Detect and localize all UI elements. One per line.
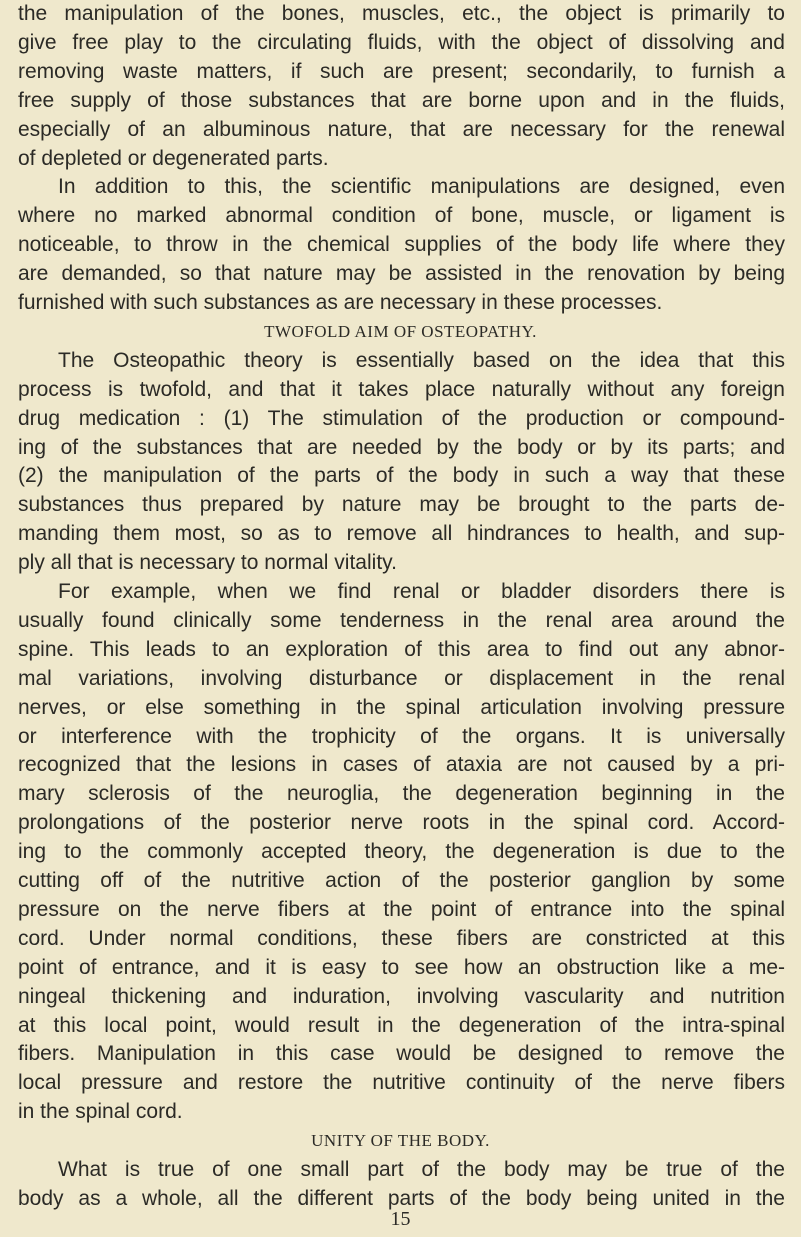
- text-line: fibers. Manipulation in this case would be designed to remove the: [18, 1042, 785, 1066]
- text-line: give free play to the circulating fluids, with the object of dissolving and: [18, 30, 785, 54]
- text-line: point of entrance, and it is easy to see how an obstruction like a me-: [18, 955, 785, 979]
- text-line: local pressure and restore the nutritive continuity of the nerve fibers: [18, 1071, 785, 1095]
- page-number: 15: [390, 1208, 411, 1230]
- text-line: For example, when we find renal or bladder disorders there is: [58, 580, 785, 603]
- text-line: usually found clinically some tenderness in the renal area around the: [18, 608, 785, 632]
- text-line: substances thus prepared by nature may be brought to the parts de-: [18, 493, 785, 517]
- text-line: especially of an albuminous nature, that are necessary for the renewal: [18, 117, 785, 141]
- text-line: cutting off of the nutritive action of the posterior ganglion by some: [18, 869, 785, 892]
- text-line: ing to the commonly accepted theory, the degeneration is due to the: [18, 840, 785, 864]
- text-line: process is twofold, and that it takes place naturally without any foreign: [18, 377, 785, 401]
- text-line: noticeable, to throw in the chemical supplies of the body life where they: [18, 233, 785, 257]
- text-line: What is true of one small part of the body may be true of the: [58, 1158, 785, 1181]
- text-line: In addition to this, the scientific manipulations are designed, even: [58, 175, 785, 199]
- text-line: where no marked abnormal condition of bone, muscle, or ligament is: [18, 204, 785, 228]
- text-line: are demanded, so that nature may be assisted in the renovation by being: [18, 262, 785, 286]
- text-line: ningeal thickening and induration, involving vascularity and nutrition: [18, 984, 785, 1008]
- text-line: ing of the substances that are needed by the body or by its parts; and: [18, 435, 785, 459]
- text-line: spine. This leads to an exploration of this area to find out any abnor-: [18, 637, 785, 661]
- text-line: the manipulation of the bones, muscles, etc., the object is primarily to: [18, 2, 785, 25]
- text-line: cord. Under normal conditions, these fibers are constricted at this: [18, 926, 785, 950]
- text-line: nerves, or else something in the spinal articulation involving pressure: [18, 695, 785, 719]
- text-line: at this local point, would result in the degeneration of the intra-spinal: [18, 1013, 785, 1037]
- text-line: pressure on the nerve fibers at the point of entrance into the spinal: [18, 897, 785, 921]
- text-line: free supply of those substances that are borne upon and in the fluids,: [18, 88, 785, 112]
- text-line: in the spinal cord.: [18, 1100, 183, 1124]
- text-line: (2) the manipulation of the parts of the body in such a way that these: [18, 464, 785, 488]
- text-line: removing waste matters, if such are present; secondarily, to furnish a: [18, 59, 785, 83]
- text-line: manding them most, so as to remove all hindrances to health, and sup-: [18, 522, 785, 546]
- section-heading: TWOFOLD AIM OF OSTEOPATHY.: [264, 321, 537, 341]
- text-line: drug medication : (1) The stimulation of the production or compound-: [18, 406, 785, 430]
- text-line: prolongations of the posterior nerve roots in the spinal cord. Accord-: [18, 811, 785, 835]
- text-line: ply all that is necessary to normal vitality.: [18, 551, 397, 575]
- text-line: furnished with such substances as are necessary in these processes.: [18, 291, 663, 314]
- text-line: of depleted or degenerated parts.: [18, 146, 329, 170]
- text-line: body as a whole, all the different parts of the body being united in the: [18, 1186, 785, 1210]
- text-line: recognized that the lesions in cases of ataxia are not caused by a pri-: [18, 753, 785, 777]
- text-line: mal variations, involving disturbance or displacement in the renal: [18, 666, 785, 690]
- text-line: or interference with the trophicity of the organs. It is universally: [18, 724, 785, 748]
- text-line: The Osteopathic theory is essentially based on the idea that this: [58, 348, 785, 372]
- section-heading: UNITY OF THE BODY.: [311, 1131, 490, 1151]
- text-line: mary sclerosis of the neuroglia, the degeneration beginning in the: [18, 782, 785, 806]
